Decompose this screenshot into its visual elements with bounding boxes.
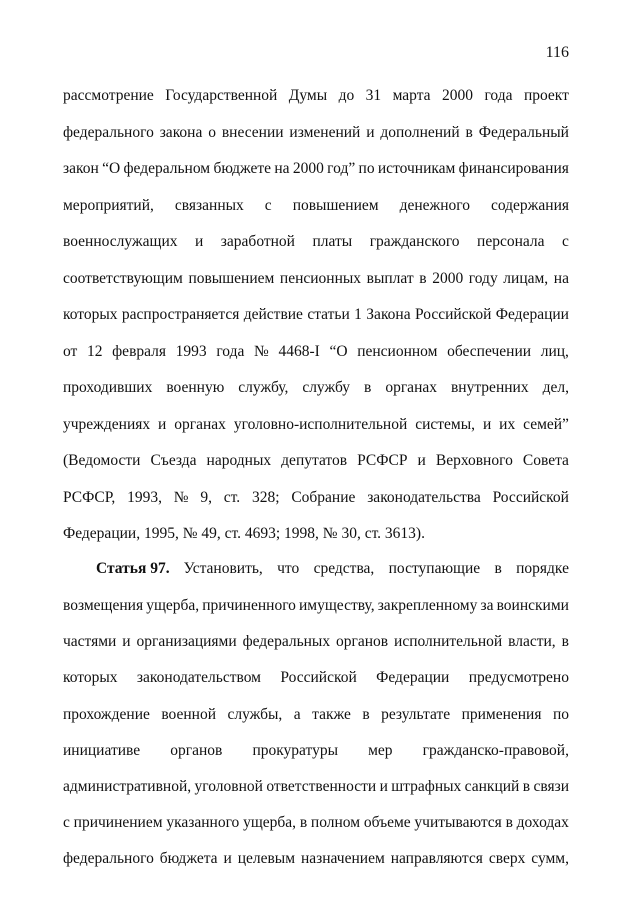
- word: марта: [392, 87, 431, 104]
- word: в: [364, 379, 372, 396]
- word: заработной: [220, 233, 295, 250]
- word: Установить,: [183, 560, 263, 577]
- word: также: [312, 706, 351, 723]
- word: на: [553, 270, 569, 287]
- word: распространяется: [121, 306, 240, 323]
- word: федерального: [63, 124, 154, 141]
- word: от: [63, 343, 78, 360]
- word: Совета: [522, 452, 569, 469]
- article-label: Статья 97.: [96, 560, 170, 577]
- text-line: [63, 86, 569, 106]
- text-line: [63, 632, 569, 652]
- word: повышением: [188, 270, 275, 287]
- word: ущерба,: [243, 814, 297, 831]
- word: учреждениях: [63, 416, 151, 433]
- word: возмещения: [63, 597, 144, 614]
- word: органах: [174, 416, 226, 433]
- word: мер: [368, 742, 393, 759]
- word: закона: [159, 124, 203, 141]
- word: в: [465, 124, 473, 141]
- word: сверх: [488, 850, 526, 867]
- word: результате: [381, 706, 451, 723]
- word: ответственности: [266, 778, 377, 795]
- word: выплат: [366, 270, 414, 287]
- word: 1993: [175, 343, 207, 360]
- word: дел,: [542, 379, 569, 396]
- word: года: [484, 87, 513, 104]
- word: в: [561, 633, 569, 650]
- word: ст.: [223, 489, 241, 506]
- word: лиц,: [540, 343, 569, 360]
- word: Государственной: [165, 87, 278, 104]
- word: Собрание: [291, 489, 356, 506]
- word: исполнительной: [394, 633, 503, 650]
- word: финансирования: [458, 160, 569, 177]
- text-line: Федерации, 1995, № 49, ст. 4693; 1998, № 30, ст. 3613).: [63, 525, 425, 542]
- word: уголовно-исполнительной: [233, 416, 408, 433]
- text-line: [63, 378, 569, 398]
- word: объеме: [363, 814, 411, 831]
- word: 2000: [442, 87, 474, 104]
- word: соответствующим: [63, 270, 183, 287]
- word: и: [379, 778, 388, 795]
- word: доходах: [516, 814, 569, 831]
- word: за: [480, 597, 494, 614]
- word: году: [468, 270, 498, 287]
- word: Федерации: [376, 669, 450, 686]
- word: РСФСР,: [63, 489, 116, 506]
- word: РСФСР: [357, 452, 408, 469]
- word: закрепленному: [377, 597, 478, 614]
- word: органах: [385, 379, 437, 396]
- word: персонала: [477, 233, 545, 250]
- word: проект: [523, 87, 569, 104]
- word: административной,: [63, 778, 192, 795]
- text-line: [63, 705, 569, 725]
- text-line: [63, 159, 569, 179]
- word: военнослужащих: [63, 233, 178, 250]
- article-first-line-rest: [184, 559, 569, 579]
- word: причинением: [73, 814, 163, 831]
- word: действие: [243, 306, 303, 323]
- word: февраля: [112, 343, 167, 360]
- word: федеральном: [123, 160, 211, 177]
- word: лицам,: [503, 270, 549, 287]
- text-line: [63, 123, 569, 143]
- page-number: 116: [545, 44, 569, 61]
- word: штрафных: [391, 778, 462, 795]
- text-line: [63, 305, 569, 325]
- word: в: [522, 778, 531, 795]
- text-line: [63, 668, 569, 688]
- word: Российской: [280, 669, 357, 686]
- word: пенсионном: [357, 343, 438, 360]
- word: на: [274, 160, 290, 177]
- word: частями: [63, 633, 117, 650]
- text-line: [63, 813, 569, 833]
- word: семей”: [523, 416, 569, 433]
- word: депутатов: [281, 452, 348, 469]
- word: 12: [86, 343, 103, 360]
- word: прокуратуры: [252, 742, 339, 759]
- word: повышением: [292, 197, 379, 214]
- word: и: [122, 633, 131, 650]
- word: предусмотрено: [468, 669, 569, 686]
- word: №: [254, 343, 269, 360]
- word: статьи: [307, 306, 350, 323]
- word: пенсионных: [279, 270, 362, 287]
- word: 328;: [251, 489, 280, 506]
- word: в: [505, 814, 513, 831]
- word: Федеральный: [478, 124, 569, 141]
- word: закон: [63, 160, 99, 177]
- word: службы,: [227, 706, 283, 723]
- text-line: [63, 849, 569, 869]
- word: поступающие: [388, 560, 481, 577]
- text-line: [63, 232, 569, 252]
- text-line: [63, 196, 569, 216]
- word: и: [366, 124, 375, 141]
- word: а: [293, 706, 301, 723]
- word: которых: [63, 669, 118, 686]
- word: причиненного: [202, 597, 296, 614]
- word: назначением: [300, 850, 385, 867]
- word: внутренних: [450, 379, 529, 396]
- word: военную: [166, 379, 225, 396]
- word: платы: [312, 233, 353, 250]
- word: системы,: [415, 416, 476, 433]
- word: применения: [461, 706, 542, 723]
- word: бюджете: [213, 160, 272, 177]
- word: Думы: [288, 87, 328, 104]
- word: органов: [170, 742, 223, 759]
- word: дополнений: [380, 124, 460, 141]
- article-97-first-line: [96, 559, 569, 579]
- word: федерального: [63, 850, 154, 867]
- word: что: [277, 560, 300, 577]
- word: и: [482, 416, 492, 433]
- word: санкций: [464, 778, 520, 795]
- text-line: [63, 451, 569, 471]
- word: о: [208, 124, 216, 141]
- word: Российской: [492, 489, 569, 506]
- word: прохождение: [63, 706, 150, 723]
- word: в: [362, 706, 370, 723]
- word: целевым: [237, 850, 296, 867]
- word: организациями: [136, 633, 237, 650]
- word: 2000: [432, 270, 464, 287]
- word: денежного: [399, 197, 470, 214]
- word: 31: [365, 87, 382, 104]
- word: порядке: [516, 560, 569, 577]
- word: в: [299, 814, 308, 831]
- text-line: [63, 415, 569, 435]
- word: связанных: [174, 197, 244, 214]
- word: средства,: [313, 560, 375, 577]
- word: которых: [63, 306, 118, 323]
- word: сумм,: [531, 850, 569, 867]
- word: Верховного: [435, 452, 513, 469]
- word: года: [216, 343, 245, 360]
- text-line: [63, 269, 569, 289]
- word: и: [223, 850, 232, 867]
- word: с: [264, 197, 272, 214]
- word: федеральных: [242, 633, 331, 650]
- word: с: [63, 814, 70, 831]
- word: имуществу,: [299, 597, 375, 614]
- word: 1: [354, 306, 362, 323]
- word: изменений: [289, 124, 361, 141]
- text-line: [63, 741, 569, 761]
- word: мероприятий,: [63, 197, 154, 214]
- word: 1993,: [127, 489, 162, 506]
- word: и: [158, 416, 167, 433]
- word: обеспечении: [447, 343, 532, 360]
- word: Федерации: [495, 306, 569, 323]
- word: военной: [161, 706, 217, 723]
- word: и: [417, 452, 426, 469]
- word: направляются: [390, 850, 483, 867]
- text-line: [63, 488, 569, 508]
- word: в: [419, 270, 427, 287]
- word: власти,: [508, 633, 556, 650]
- word: Закона: [366, 306, 411, 323]
- word: в: [494, 560, 502, 577]
- word: гражданского: [369, 233, 460, 250]
- word: Съезда: [150, 452, 197, 469]
- word: 2000: [292, 160, 324, 177]
- word: источникам: [377, 160, 456, 177]
- word: №: [173, 489, 189, 506]
- word: учитываются: [414, 814, 502, 831]
- text-line: [63, 596, 569, 616]
- word: законодательством: [136, 669, 261, 686]
- word: указанного: [166, 814, 240, 831]
- word: службу: [302, 379, 351, 396]
- word: органов: [336, 633, 389, 650]
- word: 9,: [200, 489, 212, 506]
- word: связи: [533, 778, 569, 795]
- word: “О: [102, 160, 121, 177]
- word: по: [358, 160, 375, 177]
- text-line: [63, 342, 569, 362]
- word: гражданско-правовой,: [422, 742, 569, 759]
- word: их: [499, 416, 516, 433]
- word: ущерба,: [146, 597, 200, 614]
- word: Российской: [415, 306, 492, 323]
- word: до: [338, 87, 355, 104]
- word: инициативе: [63, 742, 141, 759]
- word: народных: [206, 452, 272, 469]
- word: содержания: [490, 197, 569, 214]
- word: по: [552, 706, 569, 723]
- word: “О: [329, 343, 348, 360]
- word: год”: [327, 160, 356, 177]
- word: проходивших: [63, 379, 153, 396]
- word: уголовной: [194, 778, 263, 795]
- word: законодательства: [367, 489, 481, 506]
- word: бюджета: [159, 850, 218, 867]
- word: и: [195, 233, 204, 250]
- word: рассмотрение: [63, 87, 154, 104]
- word: службу,: [238, 379, 289, 396]
- word: внесении: [221, 124, 284, 141]
- word: (Ведомости: [63, 452, 141, 469]
- word: воинскими: [496, 597, 569, 614]
- word: с: [562, 233, 569, 250]
- text-line: [63, 777, 569, 797]
- word: 4468-I: [278, 343, 320, 360]
- word: полном: [310, 814, 361, 831]
